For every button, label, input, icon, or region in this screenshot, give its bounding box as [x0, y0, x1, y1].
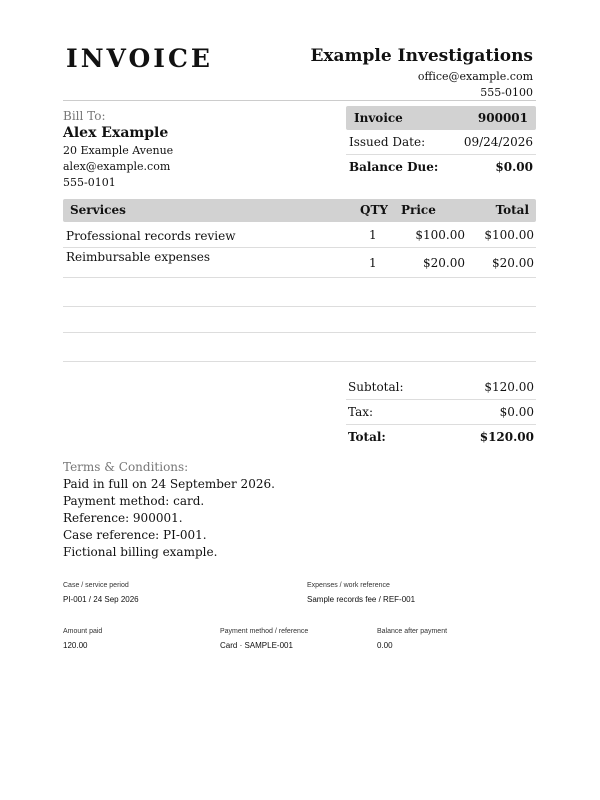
balance-after-value: 0.00	[377, 641, 393, 650]
totals-block	[346, 375, 536, 449]
row-service: Reimbursable expenses	[66, 250, 211, 264]
row-price: $20.00	[423, 256, 465, 270]
row-qty: 1	[369, 256, 377, 270]
table-row	[63, 248, 536, 278]
amount-detail	[63, 628, 102, 650]
subtotal-label: Subtotal:	[348, 380, 404, 394]
balance-due-row	[346, 155, 536, 179]
bill-to-label: Bill To:	[63, 109, 106, 123]
method-label: Payment method / reference	[220, 628, 309, 635]
total-row	[346, 425, 536, 449]
empty-row-divider	[63, 306, 536, 307]
header-divider	[63, 100, 536, 101]
expenses-detail	[307, 582, 415, 604]
method-value: Card · SAMPLE-001	[220, 641, 293, 650]
subtotal-value: $120.00	[484, 380, 534, 394]
balance-due-value: $0.00	[495, 160, 533, 174]
empty-row-divider	[63, 332, 536, 333]
total-label: Total:	[348, 430, 386, 444]
row-qty: 1	[369, 228, 377, 242]
bill-to-email: alex@example.com	[63, 160, 171, 173]
expenses-label: Expenses / work reference	[307, 582, 390, 589]
tax-label: Tax:	[348, 405, 374, 419]
case-label: Case / service period	[63, 582, 129, 589]
qty-col-header: QTY	[360, 203, 388, 217]
tax-value: $0.00	[499, 405, 534, 419]
bill-to-address: 20 Example Avenue	[63, 144, 174, 157]
amount-value: 120.00	[63, 641, 88, 650]
issued-date-label: Issued Date:	[349, 135, 426, 149]
company-name: Example Investigations	[310, 46, 533, 66]
bill-to-name: Alex Example	[63, 125, 169, 141]
method-detail	[220, 628, 308, 650]
bill-to-phone: 555-0101	[63, 176, 116, 189]
balance-detail	[377, 628, 447, 650]
issued-date: 09/24/2026	[463, 135, 533, 149]
invoice-number-label: Invoice	[354, 111, 403, 125]
terms-line: Paid in full on 24 September 2026.	[63, 477, 275, 491]
services-header	[63, 199, 536, 222]
terms-line: Payment method: card.	[63, 494, 205, 508]
row-total: $100.00	[484, 228, 534, 242]
company-block	[310, 46, 533, 100]
terms-line: Fictional billing example.	[63, 545, 218, 559]
terms-line: Reference: 900001.	[63, 511, 183, 525]
terms-line: Case reference: PI-001.	[63, 528, 207, 542]
company-email: office@example.com	[417, 70, 533, 83]
row-service: Professional records review	[66, 229, 236, 243]
row-total: $20.00	[492, 256, 534, 270]
amount-label: Amount paid	[63, 628, 103, 635]
subtotal-row	[346, 375, 536, 400]
total-col-header: Total	[495, 203, 529, 217]
price-col-header: Price	[401, 203, 436, 217]
bill-to-block	[63, 109, 173, 189]
terms-block	[63, 460, 275, 559]
row-price: $100.00	[415, 228, 465, 242]
invoice-meta	[346, 106, 536, 179]
invoice-number: 900001	[477, 111, 528, 125]
total-value: $120.00	[479, 430, 534, 444]
case-value: PI-001 / 24 Sep 2026	[63, 595, 139, 604]
company-phone: 555-0100	[480, 86, 533, 99]
case-detail	[63, 582, 139, 604]
empty-row-divider	[63, 361, 536, 362]
expenses-value: Sample records fee / REF-001	[307, 595, 416, 604]
invoice-title: INVOICE	[66, 44, 213, 73]
table-row	[63, 222, 536, 248]
services-col-header: Services	[70, 203, 126, 217]
issued-date-row	[346, 130, 536, 155]
terms-label: Terms & Conditions:	[63, 460, 189, 474]
invoice-number-row	[346, 106, 536, 130]
tax-row	[346, 400, 536, 425]
balance-after-label: Balance after payment	[377, 628, 448, 635]
balance-due-label: Balance Due:	[349, 160, 439, 174]
